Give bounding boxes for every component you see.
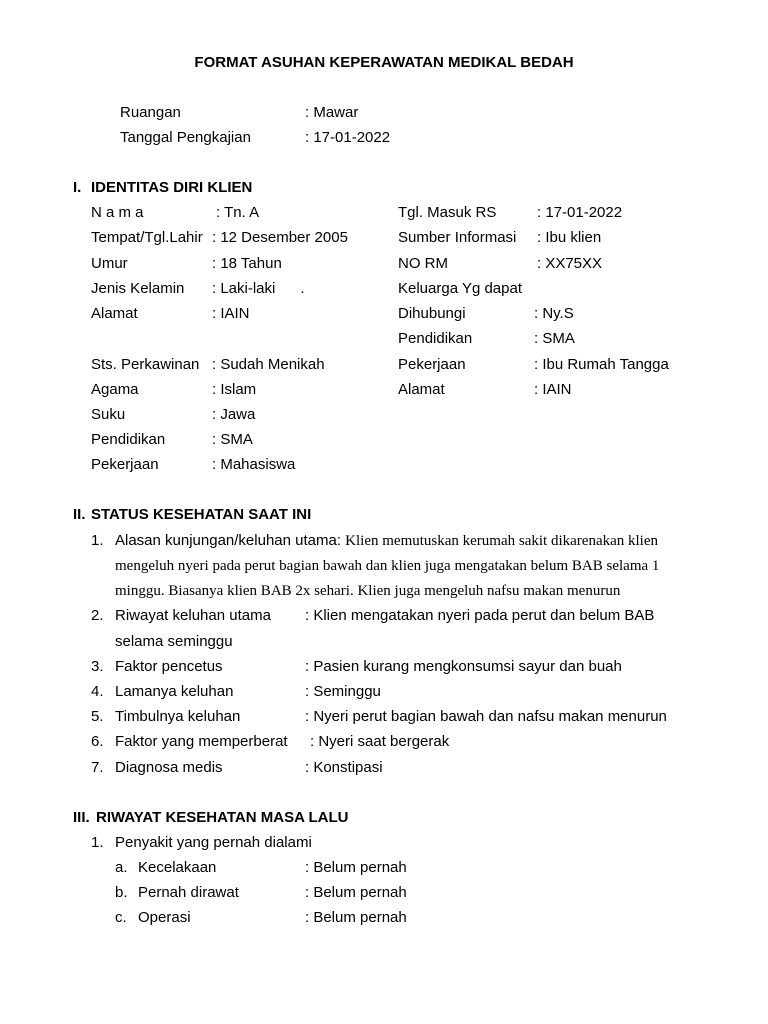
identity-value: : Tn. A (216, 204, 260, 221)
identity-label: Suku (91, 406, 126, 423)
identity-label: Pendidikan (398, 330, 473, 347)
identity-value: : Ny.S (534, 305, 574, 322)
header-value: : 17-01-2022 (305, 129, 391, 146)
identity-label: NO RM (398, 255, 448, 272)
section-number: II. (73, 506, 86, 523)
identity-label: Agama (91, 381, 139, 398)
list-label: Timbulnya keluhan (115, 708, 241, 725)
list-label (115, 532, 658, 550)
list-number: 3. (91, 658, 104, 675)
section-number: III. (73, 809, 90, 826)
list-number: 5. (91, 708, 104, 725)
section-title: IDENTITAS DIRI KLIEN (91, 179, 253, 196)
identity-label: Pendidikan (91, 431, 166, 448)
identity-value: : Ibu klien (537, 229, 602, 246)
complaint-text: mengeluh nyeri pada perut bagian bawah dan klien juga mengatakan belum BAB selama 1 (115, 558, 660, 574)
list-value: : Nyeri perut bagian bawah dan nafsu makan menurun (305, 708, 667, 725)
identity-value: : XX75XX (537, 255, 603, 272)
identity-label: N a m a (91, 204, 144, 221)
list-number: 7. (91, 759, 104, 776)
identity-value: : SMA (534, 330, 575, 347)
identity-label: Tgl. Masuk RS (398, 204, 497, 221)
list-label: Faktor pencetus (115, 658, 223, 675)
list-value: : Klien mengatakan nyeri pada perut dan belum BAB (305, 607, 655, 624)
list-value: : Nyeri saat bergerak (310, 733, 450, 750)
identity-value: : Sudah Menikah (212, 356, 325, 373)
identity-value: : IAIN (212, 305, 250, 322)
identity-label: Alamat (91, 305, 138, 322)
identity-label: Umur (91, 255, 128, 272)
header-label: Tanggal Pengkajian (120, 129, 251, 146)
complaint-label: Alasan kunjungan/keluhan utama: (115, 532, 341, 549)
identity-label: Pekerjaan (91, 456, 159, 473)
list-value: : Konstipasi (305, 759, 383, 776)
sublist-value: : Belum pernah (305, 909, 407, 926)
sublist-label: Pernah dirawat (138, 884, 239, 901)
list-label: Faktor yang memperberat (115, 733, 288, 750)
complaint-text: minggu. Biasanya klien BAB 2x sehari. Klien juga mengeluh nafsu makan menurun (115, 583, 621, 599)
section-title: RIWAYAT KESEHATAN MASA LALU (96, 809, 349, 826)
header-label: Ruangan (120, 104, 181, 121)
sublist-value: : Belum pernah (305, 884, 407, 901)
identity-value: : Ibu Rumah Tangga (534, 356, 669, 373)
identity-value: : 18 Tahun (212, 255, 282, 272)
list-label: Riwayat keluhan utama (115, 607, 271, 624)
identity-value: : Jawa (212, 406, 256, 423)
identity-value: : SMA (212, 431, 253, 448)
list-label: Lamanya keluhan (115, 683, 234, 700)
identity-label: Sumber Informasi (398, 229, 517, 246)
identity-label: Pekerjaan (398, 356, 466, 373)
identity-label: Sts. Perkawinan (91, 356, 200, 373)
sublist-letter: b. (115, 884, 128, 901)
complaint-text: Klien memutuskan kerumah sakit dikarenakan klien (345, 533, 658, 549)
document-title: FORMAT ASUHAN KEPERAWATAN MEDIKAL BEDAH (194, 54, 574, 71)
sublist-label: Kecelakaan (138, 859, 217, 876)
identity-value: : Islam (212, 381, 257, 398)
list-value: : Pasien kurang mengkonsumsi sayur dan buah (305, 658, 622, 675)
list-number: 6. (91, 733, 104, 750)
identity-value: : 17-01-2022 (537, 204, 623, 221)
list-number: 1. (91, 834, 104, 851)
identity-label: Dihubungi (398, 305, 466, 322)
header-value: : Mawar (305, 104, 359, 121)
identity-label: Tempat/Tgl.Lahir (91, 229, 203, 246)
sublist-value: : Belum pernah (305, 859, 407, 876)
identity-value: : 12 Desember 2005 (212, 229, 348, 246)
identity-label: Keluarga Yg dapat (398, 280, 522, 297)
section-number: I. (73, 179, 82, 196)
identity-value: : Laki-laki . (212, 280, 305, 297)
list-number: 1. (91, 532, 104, 549)
list-value: : Seminggu (305, 683, 381, 700)
list-label: Diagnosa medis (115, 759, 223, 776)
list-label: Penyakit yang pernah dialami (115, 834, 312, 851)
sublist-label: Operasi (138, 909, 191, 926)
section-title: STATUS KESEHATAN SAAT INI (91, 506, 312, 523)
list-number: 2. (91, 607, 104, 624)
identity-label: Jenis Kelamin (91, 280, 185, 297)
identity-value: : Mahasiswa (212, 456, 296, 473)
identity-label: Alamat (398, 381, 445, 398)
sublist-letter: a. (115, 859, 128, 876)
sublist-letter: c. (115, 909, 127, 926)
identity-value: : IAIN (534, 381, 572, 398)
list-value-continued: selama seminggu (115, 633, 233, 650)
list-number: 4. (91, 683, 104, 700)
